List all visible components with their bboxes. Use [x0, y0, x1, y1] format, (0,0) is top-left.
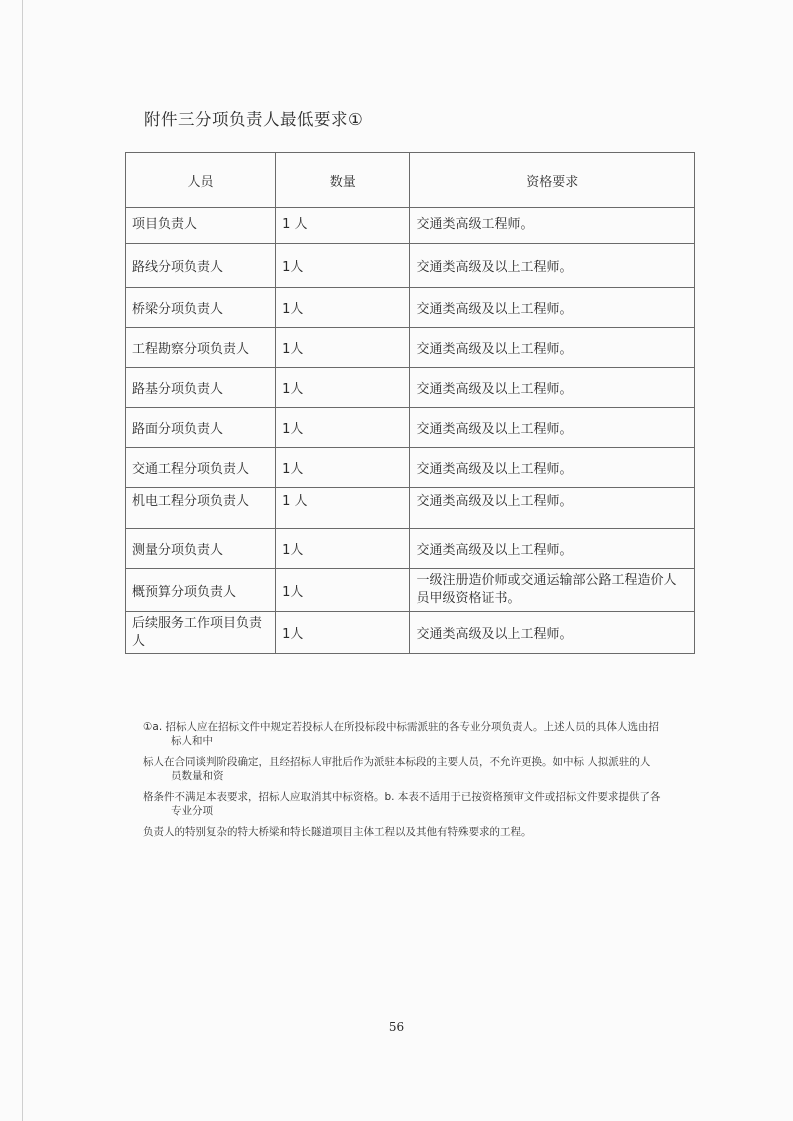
- table-row: [126, 244, 695, 288]
- cell-person: 项目负责人: [126, 208, 276, 244]
- cell-person: 路面分项负责人: [126, 408, 276, 448]
- cell-qualification: 交通类高级及以上工程师。: [410, 448, 695, 488]
- cell-person: 机电工程分项负责人: [126, 488, 276, 529]
- cell-qualification: 交通类高级及以上工程师。: [410, 288, 695, 328]
- table-row: [126, 612, 695, 654]
- footnote-line: ①a. 招标人应在招标文件中规定若投标人在所投标段中标需派驻的各专业分项负责人。上述人员的具体人选由招: [143, 721, 660, 733]
- header-qualification: 资格要求: [410, 153, 695, 208]
- table-row: [126, 448, 695, 488]
- cell-qualification: 一级注册造价师或交通运输部公路工程造价人员甲级资格证书。: [410, 569, 695, 612]
- cell-qualification: 交通类高级及以上工程师。: [410, 488, 695, 529]
- cell-qualification: 交通类高级及以上工程师。: [410, 612, 695, 654]
- cell-person: 路基分项负责人: [126, 368, 276, 408]
- page-edge-line: [22, 0, 23, 1121]
- header-quantity: 数量: [276, 153, 410, 208]
- table-row: [126, 288, 695, 328]
- cell-person: 工程勘察分项负责人: [126, 328, 276, 368]
- footnote-line: 格条件不满足本表要求，招标人应取消其中标资格。b. 本表不适用于已按资格预审文件或招标文件要求提供了各: [143, 791, 661, 803]
- table-row: [126, 408, 695, 448]
- cell-quantity: 1 人: [276, 488, 410, 529]
- cell-qualification: 交通类高级及以上工程师。: [410, 328, 695, 368]
- table-row: [126, 529, 695, 569]
- requirements-table: [125, 152, 695, 654]
- footnote-line: 员数量和资: [171, 770, 224, 782]
- cell-quantity: 1人: [276, 448, 410, 488]
- footnote-line: 负责人的特别复杂的特大桥梁和特长隧道项目主体工程以及其他有特殊要求的工程。: [143, 826, 532, 838]
- cell-quantity: 1人: [276, 612, 410, 654]
- cell-qualification: 交通类高级及以上工程师。: [410, 368, 695, 408]
- footnote-line: 标人在合同谈判阶段确定，且经招标人审批后作为派驻本标段的主要人员，不允许更换。如中标 人拟派驻的人: [143, 756, 651, 768]
- cell-qualification: 交通类高级工程师。: [410, 208, 695, 244]
- table-row: [126, 328, 695, 368]
- table-row: [126, 488, 695, 529]
- cell-qualification: 交通类高级及以上工程师。: [410, 244, 695, 288]
- table-header-row: [126, 153, 695, 208]
- cell-qualification: 交通类高级及以上工程师。: [410, 408, 695, 448]
- page-number: 56: [388, 1020, 405, 1034]
- cell-quantity: 1人: [276, 288, 410, 328]
- cell-person: 交通工程分项负责人: [126, 448, 276, 488]
- cell-person: 桥梁分项负责人: [126, 288, 276, 328]
- cell-quantity: 1人: [276, 529, 410, 569]
- footnote-line: 标人和中: [171, 735, 213, 747]
- table-row: [126, 208, 695, 244]
- table-row: [126, 368, 695, 408]
- cell-qualification: 交通类高级及以上工程师。: [410, 529, 695, 569]
- footnote: [143, 720, 703, 839]
- page-title: 附件三分项负责人最低要求①: [144, 110, 364, 129]
- cell-quantity: 1人: [276, 408, 410, 448]
- cell-quantity: 1 人: [276, 208, 410, 244]
- cell-person: 后续服务工作项目负责人: [126, 612, 276, 654]
- cell-quantity: 1人: [276, 244, 410, 288]
- table-row: [126, 569, 695, 612]
- header-person: 人员: [126, 153, 276, 208]
- cell-person: 路线分项负责人: [126, 244, 276, 288]
- cell-quantity: 1人: [276, 328, 410, 368]
- cell-person: 概预算分项负责人: [126, 569, 276, 612]
- cell-quantity: 1人: [276, 569, 410, 612]
- cell-person: 测量分项负责人: [126, 529, 276, 569]
- cell-quantity: 1人: [276, 368, 410, 408]
- footnote-line: 专业分项: [171, 805, 213, 817]
